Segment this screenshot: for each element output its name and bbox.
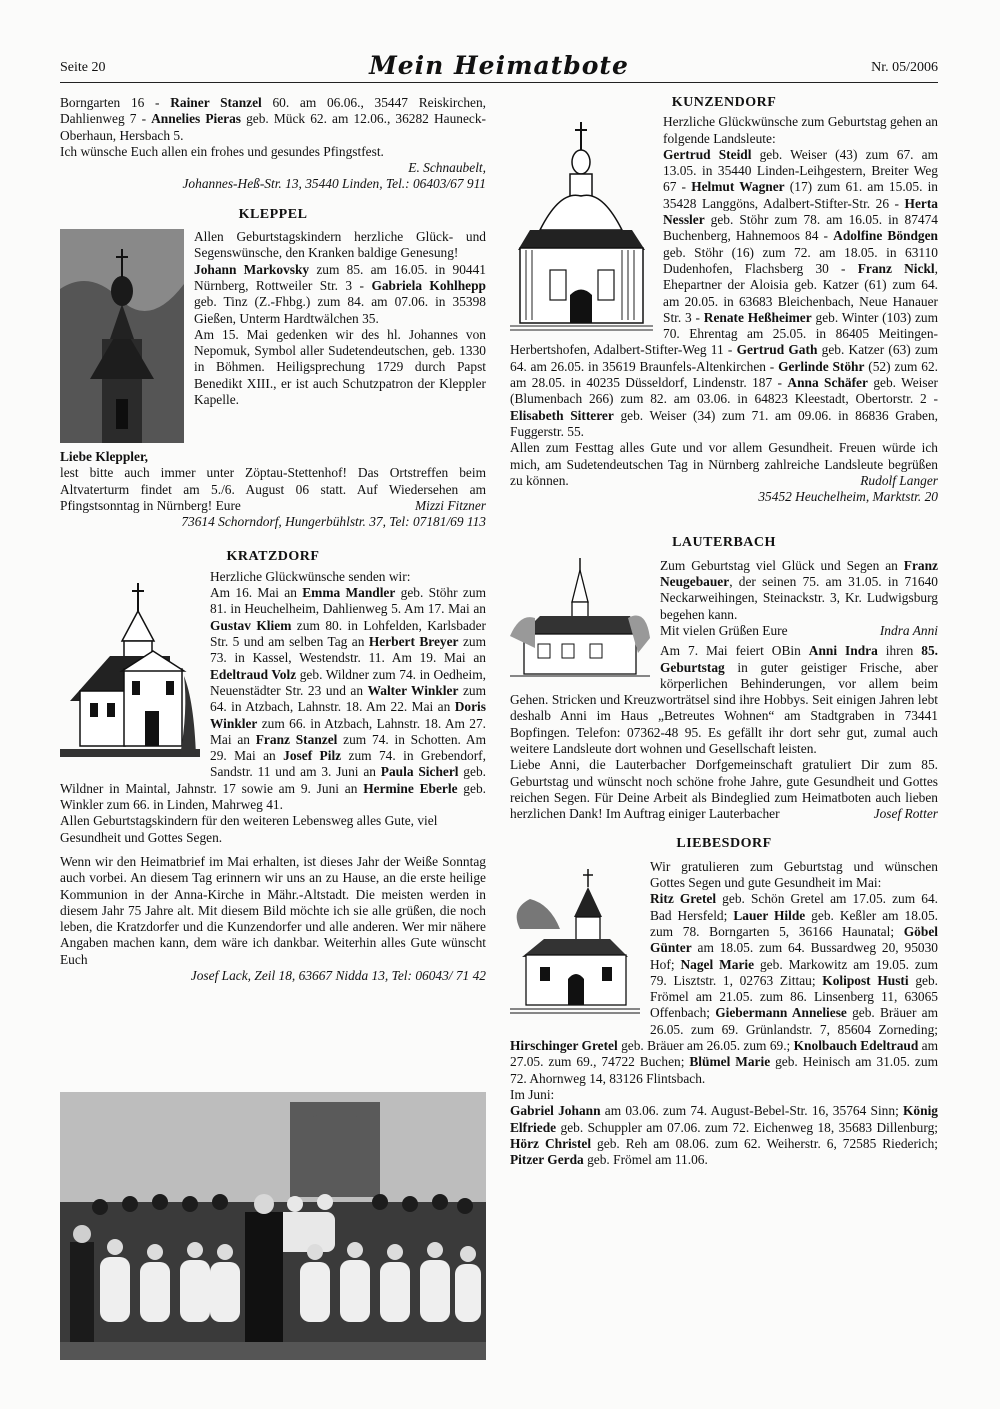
liebesdorf-june-label: Im Juni:	[510, 1086, 555, 1102]
kratzdorf-wish: Allen Geburtstagskindern für den weiteren Lebensweg alles Gute, viel Gesundheit und Gottes Segen.	[60, 813, 438, 845]
intro-address: Johannes-Heß-Str. 13, 35440 Linden, Tel.: 06403/67 911	[182, 176, 486, 192]
liebesdorf-intro: Wir gratulieren zum Geburtstag und wünschen Gottes Segen und gute Gesundheit im Mai:	[650, 858, 938, 891]
kunzendorf-wish: Allen zum Festtag alles Gute und vor allem Gesundheit. Freuen würde ich mich, am Sudetendeutschen Tag in Nürnberg zahlreiche Landsleute begrüßen zu können. Rudolf Langer	[510, 440, 938, 488]
heading-lauterbach: LAUTERBACH	[672, 535, 776, 551]
communion-group-photo	[60, 1092, 486, 1360]
heading-kunzendorf: KUNZENDORF	[671, 95, 777, 110]
kratzdorf-signature: Josef Lack, Zeil 18, 63667 Nidda 13, Tel: 06043/ 71 42	[190, 967, 486, 983]
intro-wish: Ich wünsche Euch allen ein frohes und gesundes Pfingstfest.	[60, 143, 384, 159]
kleppel-address: 73614 Schorndorf, Hungerbühlstr. 37, Tel: 07181/69 113	[181, 514, 486, 530]
intro-author: E. Schnaubelt,	[408, 160, 486, 176]
kleppel-text: lest bitte auch immer unter Zöptau-Stettenhof! Das Ortstreffen beim Altvaterturm findet am 5./6. August 06 statt. Auf Wiedersehen am Pfingstsonntag in Nürnberg! Eure Mizzi Fitzner	[60, 465, 486, 513]
heading-kratzdorf: KRATZDORF	[226, 548, 320, 564]
lauterbach-congrats: Liebe Anni, die Lauterbacher Dorfgemeinschaft gratuliert Dir zum 85. Geburtstag und wünscht noch schöne frohe Jahre, gute Gesundheit und Gottes reichen Segen. Für Deine Arbeit als Bindeglied zum Heimatboten auch lieben herzlichen Dank! Im Auftrag einiger Lauterbacher Josef Rotter	[510, 757, 938, 822]
kratzdorf-church-drawing	[60, 581, 200, 761]
kratzdorf-communion-text: Wenn wir den Heimatbrief im Mai erhalten, ist dieses Jahr der Weiße Sonntag auch vorbei. An diesem Tag erinnern wir uns an zu Hause, an die erste heilige Kommunion in der Anna-Kirche in Mähr.-Altstadt. Die meisten werden in diesem Jahr 75 Jahre alt. Mit diesem Bild möchte ich sie alle grüßen, die noch leben, die Kratzdorfer und die Kunzendorfer und alle anderen. Wer mir nähere Angaben machen kann, dem wäre ich dankbar. Weiterhin alles Gute wünscht Euch	[60, 853, 486, 967]
liebesdorf-may-birthdays: Ritz Gretel geb. Schön Gretel am 17.05. zum 64. Bad Hersfeld; Lauer Hilde geb. Keßler am 18.05. zum 78. Borngarten 5, 36166 Haunatal; Göbel Günter am 18.05. zum 64. Bussardweg 20, 95030 Hof; Nagel Marie geb. Markowitz am 19.05. zum 79. Lisztstr. 1, 02763 Zittau; Kolipost Husti geb. Frömel am 21.05. zum 86. Linsenberg 11, 63065 Offenbach; Giebermann Anneliese geb. Bräuer am 26.05. zum 69. Grünlandstr. 7, 85604 Zorneding; Hirschinger Gretel geb. Bräuer am 26.05. zum 69.; Knolbauch Edeltraud am 27.05. zum 69., 74722 Buchen; Blümel Marie geb. Heinisch am 31.05. zum 72. Ahornweg 14, 83126 Flintsbach.	[510, 891, 939, 1086]
issue-number: Nr. 05/2006	[871, 60, 938, 75]
left-column	[60, 95, 486, 984]
lauterbach-birthday: Zum Geburtstag viel Glück und Segen an Franz Neugebauer, der seinen 75. am 31.05. in 71640 Neckarweihingen, Steinackstr. 3, Kr. Ludwigsburg begehen kann.	[660, 557, 938, 622]
page-header	[60, 48, 938, 83]
heading-liebesdorf: LIEBESDORF	[676, 836, 772, 852]
kleppel-nepomuk: Am 15. Mai gedenken wir des hl. Johannes von Nepomuk, Symbol aller Sudetendeutschen, geb. 1330 in Böhmen. Heiligsprechung 1729 durch Papst Benedikt XIII., er ist auch Schutzpatron der Kleppler Kapelle.	[194, 326, 486, 408]
kunzendorf-address: 35452 Heuchelheim, Marktstr. 20	[758, 489, 938, 505]
lauterbach-anni-indra: Am 7. Mai feiert OBin Anni Indra ihren 85. Geburtstag in guter geistiger Frische, aber körperlichen Behinderungen, vor allem beim Gehen. Stricken und Kreuzworträtsel sind ihre Hobbys. Seit einigen Jahren lebt deshalb Anni im Haus „Betreutes Wohnen“ am Stadtgraben in 73441 Bopfingen. Telefon: 07362-48 95. Es gefällt ihr dort sehr gut, zumal auch weitere Landsleute dort wohnen und Gesellschaft leisten.	[510, 643, 938, 756]
kunzendorf-birthdays: Gertrud Steidl geb. Weiser (43) zum 67. am 13.05. in 35440 Linden-Leihgestern, Breiter Weg 67 - Helmut Wagner (17) zum 61. am 15.05. in 35428 Langgöns, Adalbert-Stifter-Str. 26 - Herta Nessler geb. Stöhr zum 78. am 16.05. in 87474 Buchenberg, Hahnemoos 84 - Adolfine Böndgen geb. Stöhr (16) zum 72. am 18.05. in 63110 Dudenhofen, Flachsberg 30 - Franz Nickl, Ehepartner der Aloisia geb. Katzer (61) zum 64. am 20.05. in 63683 Bleichenbach, Neue Hanauer Str. 3 - Renate Heßheimer geb. Winter (103) zum 70. Ehrentag am 25.05. in 86405 Meitingen-Herbertshofen, Adalbert-Stifter-Weg 11 - Gertrud Gath geb. Katzer (63) zum 64. am 26.05. in 35619 Braunfels-Altenkirchen - Gerlinde Stöhr (52) zum 62. am 28.05. in 40235 Düsseldorf, Lindenstr. 187 - Anna Schäfer geb. Weiser (Blumenbach 266) zum 82. am 03.06. in 64823 Kleestadt, Obertorstr. 2 - Elisabeth Sitterer geb. Weiser (34) zum 71. am 09.06. in 86836 Graben, Fuggerstr. 55.	[510, 146, 939, 439]
page-number: Seite 20	[60, 60, 106, 75]
lauterbach-chapel-drawing	[510, 558, 650, 686]
kunzendorf-intro: Herzliche Glückwünsche zum Geburtstag gehen an folgende Landsleute:	[663, 114, 938, 146]
kratzdorf-birthdays: Am 16. Mai an Emma Mandler geb. Stöhr zum 81. in Heuchelheim, Dahlienweg 5. Am 17. Mai an Gustav Kliem zum 80. in Lohfelden, Karlsbader Str. 5 und am selben Tag an Herbert Breyer zum 73. in Kassel, Westendstr. 11. Am 19. Mai an Edeltraud Volz geb. Wildner zum 74. in Oedheim, Neuenstädter Str. 23 und an Walter Winkler zum 64. in Atzbach, Lahnstr. 18. Am 22. Mai an Doris Winkler zum 66. in Atzbach, Lahnstr. 18. Am 27. Mai an Franz Stanzel zum 74. in Schotten. Am 29. Mai an Josef Pilz zum 74. in Grebendorf, Sandstr. 11 und am 3. Juni an Paula Sicherl geb. Wildner in Maintal, Jahnstr. 17 sowie am 9. Juni an Hermine Eberle geb. Winkler zum 66. in Linden, Mahrweg 41.	[60, 585, 486, 813]
intro-text: Borngarten 16 - Rainer Stanzel 60. am 06.06., 35447 Reiskirchen, Dahlienweg 7 - Annelies Pieras geb. Mück 62. am 12.06., 36282 Hauneck-Oberhaun, Hersbach 5.	[60, 95, 486, 143]
heading-kleppel: KLEPPEL	[238, 206, 308, 222]
masthead-title: Mein Heimatbote	[369, 51, 629, 80]
kleppel-greeting: Liebe Kleppler,	[60, 449, 149, 465]
kunzendorf-church-drawing	[510, 120, 653, 335]
kleppel-chapel-photo	[60, 229, 184, 443]
liebesdorf-june-birthdays: Gabriel Johann am 03.06. zum 74. August-Bebel-Str. 16, 35764 Sinn; König Elfriede geb. Schuppler am 07.06. zum 72. Eichenweg 18, 35683 Dillenburg; Hörz Christel geb. Reh am 08.06. zum 62. Weiherstr. 6, 72585 Riederich; Pitzer Gerda geb. Frömel am 11.06.	[510, 1103, 939, 1168]
kleppel-birthdays: Johann Markovsky zum 85. am 16.05. in 90441 Nürnberg, Rottweiler Str. 3 - Gabriela Kohlhepp geb. Tinz (Z.-Fhbg.) zum 84. am 07.06. in 35398 Gießen, Unterm Hardtwälchen 35.	[194, 261, 487, 326]
kleppel-wish: Allen Geburtstagskindern herzliche Glück- und Segenswünsche, den Kranken baldige Genesung!	[194, 229, 486, 261]
liebesdorf-church-drawing	[510, 869, 640, 1019]
lauterbach-greet: Mit vielen Grüßen Eure Indra Anni	[660, 622, 938, 638]
kratzdorf-intro: Herzliche Glückwünsche senden wir:	[210, 568, 411, 584]
right-column	[510, 95, 938, 1168]
